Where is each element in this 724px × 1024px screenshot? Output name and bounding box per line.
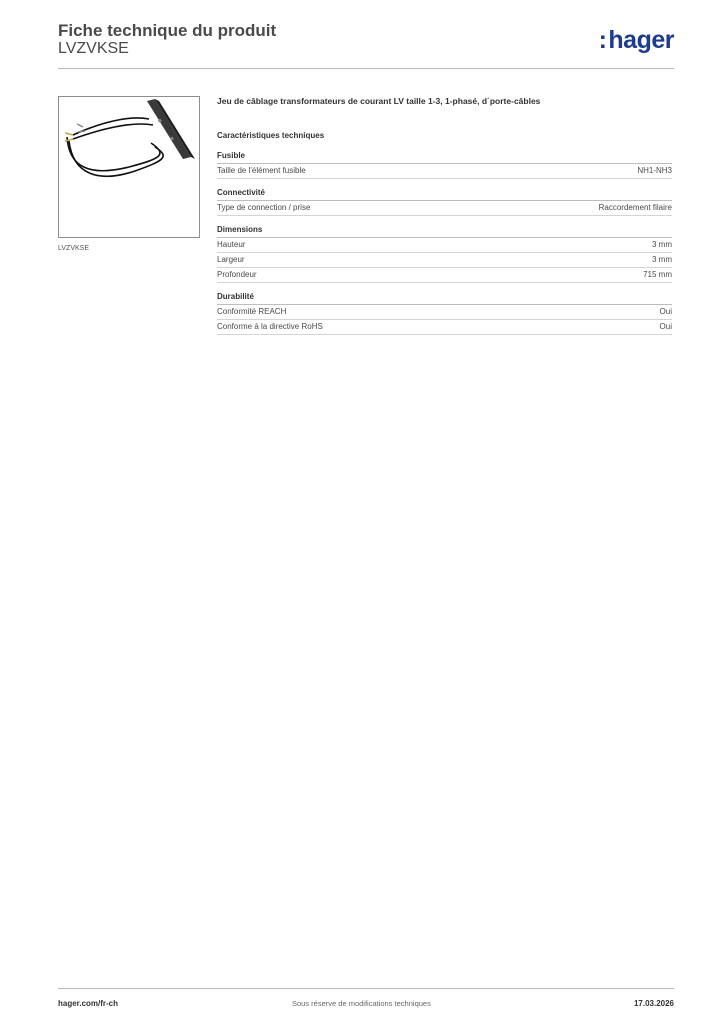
product-description: Jeu de câblage transformateurs de courant LV taille 1-3, 1-phasé, d´porte-câbles bbox=[217, 96, 541, 106]
spec-value: 3 mm bbox=[652, 240, 672, 249]
section-title: Durabilité bbox=[217, 292, 672, 305]
spec-label: Hauteur bbox=[217, 240, 246, 249]
spec-label: Profondeur bbox=[217, 270, 257, 279]
section-durabilite bbox=[217, 292, 672, 335]
footer-notice: Sous réserve de modifications techniques bbox=[292, 999, 431, 1008]
tech-heading: Caractéristiques techniques bbox=[217, 131, 325, 140]
spec-label: Largeur bbox=[217, 255, 245, 264]
spec-label: Conforme à la directive RoHS bbox=[217, 322, 323, 331]
page-title: Fiche technique du produit bbox=[58, 21, 277, 40]
section-connectivite bbox=[217, 188, 672, 216]
spec-value: Oui bbox=[659, 307, 672, 316]
spec-content bbox=[217, 96, 672, 344]
section-title: Fusible bbox=[217, 151, 672, 164]
spec-row bbox=[217, 164, 672, 179]
product-code: LVZVKSE bbox=[58, 40, 129, 57]
spec-row bbox=[217, 201, 672, 216]
spec-row bbox=[217, 268, 672, 283]
spec-row bbox=[217, 320, 672, 335]
logo-prefix: : bbox=[598, 26, 607, 54]
spec-label: Taille de l'élément fusible bbox=[217, 166, 306, 175]
logo-text: hager bbox=[608, 26, 674, 54]
section-dimensions bbox=[217, 225, 672, 283]
footer-date: 17.03.2026 bbox=[633, 999, 674, 1008]
spec-row bbox=[217, 253, 672, 268]
spec-row bbox=[217, 238, 672, 253]
spec-value: 715 mm bbox=[643, 270, 672, 279]
spec-value: Raccordement filaire bbox=[598, 203, 672, 212]
header-divider bbox=[58, 68, 674, 69]
spec-value: 3 mm bbox=[652, 255, 672, 264]
spec-label: Conformité REACH bbox=[217, 307, 287, 316]
spec-label: Type de connection / prise bbox=[217, 203, 311, 212]
hager-logo bbox=[599, 26, 674, 55]
section-title: Connectivité bbox=[217, 188, 672, 201]
image-caption: LVZVKSE bbox=[58, 245, 89, 252]
spec-row bbox=[217, 305, 672, 320]
product-image bbox=[58, 96, 200, 238]
footer-divider bbox=[58, 988, 674, 989]
section-title: Dimensions bbox=[217, 225, 672, 238]
footer-website: hager.com/fr-ch bbox=[58, 999, 119, 1008]
section-fusible bbox=[217, 151, 672, 179]
spec-value: NH1-NH3 bbox=[637, 166, 672, 175]
spec-value: Oui bbox=[659, 322, 672, 331]
cable-set-illustration bbox=[59, 97, 199, 237]
